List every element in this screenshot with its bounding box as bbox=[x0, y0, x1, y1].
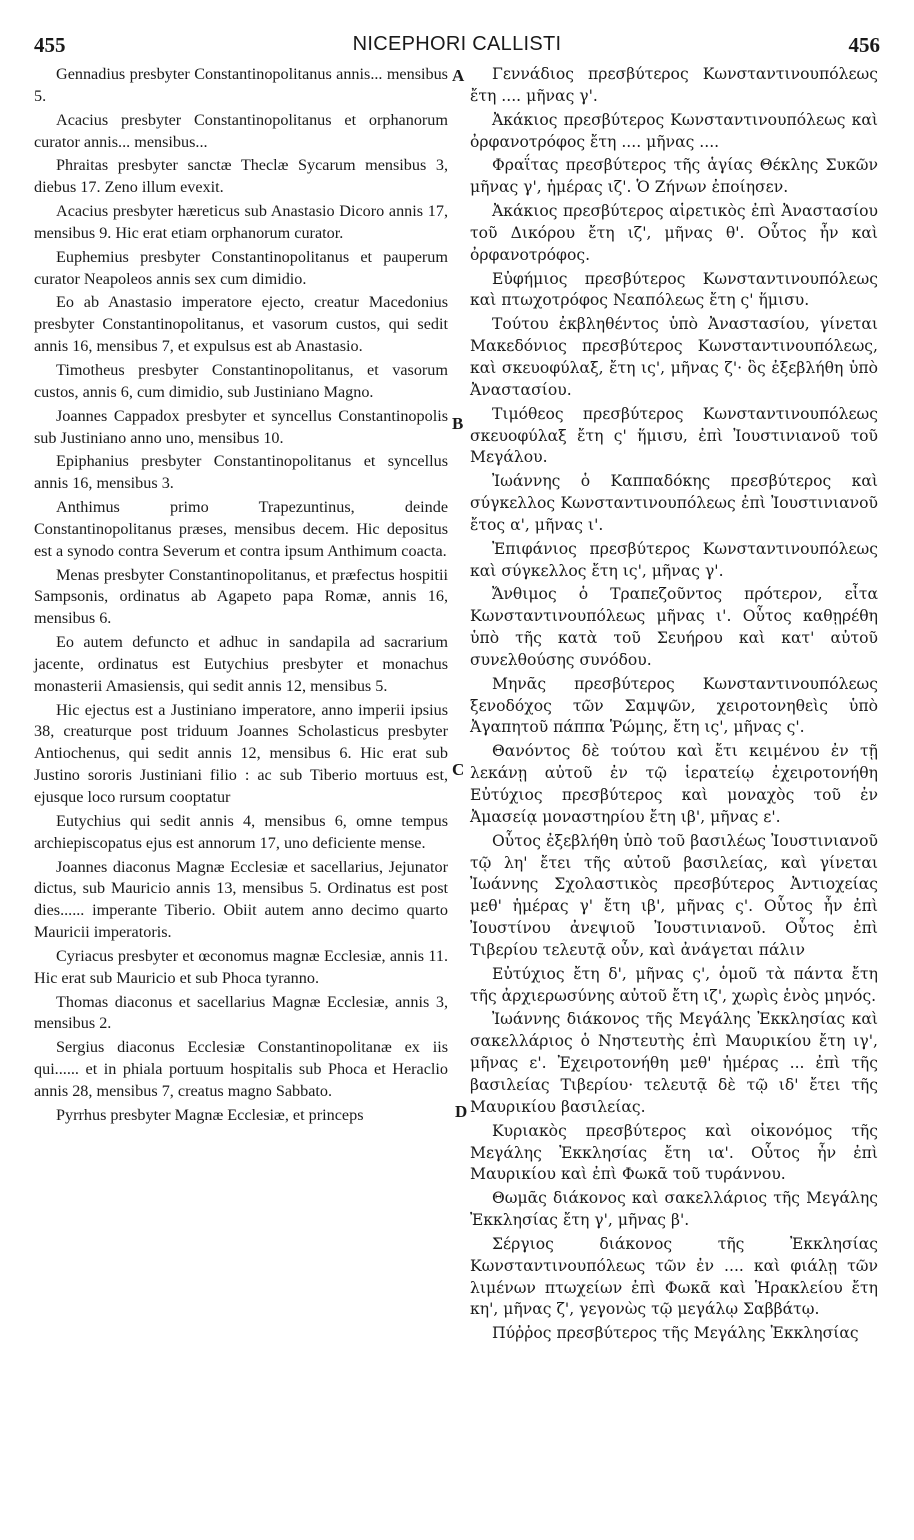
latin-paragraph: Acacius presbyter hæreticus sub Anastasio Dicoro annis 17, mensibus 9. Hic erat etiam orphanorum curator. bbox=[34, 202, 448, 242]
latin-paragraph: Euphemius presbyter Constantinopolitanus et pauperum curator Neapoleos annis sex cum dimidio. bbox=[34, 247, 448, 288]
greek-paragraph: Ἐπιφάνιος πρεσβύτερος Κωνσταντινουπόλεως καὶ σύγκελλος ἔτη ις', μῆνας γ'. bbox=[470, 539, 878, 580]
latin-paragraph: Phraitas presbyter sanctæ Theclæ Sycarum mensibus 3, diebus 17. Zeno illum evexit. bbox=[34, 156, 448, 197]
greek-paragraph: Ἰωάννης διάκονος τῆς Μεγάλης Ἐκκλησίας καὶ σακελλάριος ὁ Νηστευτὴς ἐπὶ Μαυρικίου ἔτη ιγ', μῆνας ε'. Ἐχειροτονήθη μεθ' ἡμέρας ... ἐπὶ τῆς βασιλείας Τιβερίου· τελευτᾷ δὲ τῷ ιδ' ἔτει τῆς Μαυρικίου βασιλείας. bbox=[470, 1010, 878, 1116]
latin-paragraph: Joannes diaconus Magnæ Ecclesiæ et sacellarius, Jejunator dictus, sub Mauricio annis 13, mensibus 5. Ordinatus est post dies...... imperante Tiberio. Obiit autem anno decimo quarto Mauricii imperatoris. bbox=[34, 857, 448, 942]
latin-paragraph: Eutychius qui sedit annis 4, mensibus 6, omne tempus archiepiscopatus ejus est annorum 17, uno deficiente mense. bbox=[34, 811, 448, 852]
page-number-left: 455 bbox=[34, 33, 66, 57]
latin-paragraph: Menas presbyter Constantinopolitanus, et præfectus hospitii Sampsonis, ordinatus ab Agapeto papa Romæ, annis 16, mensibus 6. bbox=[34, 565, 448, 628]
greek-paragraph: Γεννάδιος πρεσβύτερος Κωνσταντινουπόλεως ἔτη .... μῆνας γ'. bbox=[470, 65, 878, 105]
page-header bbox=[0, 33, 914, 61]
greek-paragraph: Εὐτύχιος ἔτη δ', μῆνας ς', ὁμοῦ τὰ πάντα ἔτη τῆς ἀρχιερωσύνης αὐτοῦ ἔτη ιζ', χωρὶς ἑνὸς μηνός. bbox=[470, 964, 878, 1005]
greek-paragraph: Φραΐτας πρεσβύτερος τῆς ἁγίας Θέκλης Συκῶν μῆνας γ', ἡμέρας ιζ'. Ὁ Ζήνων ἐποίησεν. bbox=[470, 156, 878, 197]
greek-paragraph: Κυριακὸς πρεσβύτερος καὶ οἰκονόμος τῆς Μεγάλης Ἐκκλησίας ἔτη ια'. Οὗτος ἦν ἐπὶ Μαυρικίου καὶ ἐπὶ Φωκᾶ τοῦ τυράννου. bbox=[470, 1121, 878, 1184]
latin-paragraph: Thomas diaconus et sacellarius Magnæ Ecclesiæ, annis 3, mensibus 2. bbox=[34, 992, 448, 1033]
latin-paragraph: Sergius diaconus Ecclesiæ Constantinopolitanæ ex iis qui...... et in phiala portuum hospitalis sub Phoca et Heraclio annis 28, mensibus 7, creatus magno Sabbato. bbox=[34, 1038, 448, 1100]
latin-paragraph: Gennadius presbyter Constantinopolitanus annis... mensibus 5. bbox=[34, 65, 448, 105]
running-title: NICEPHORI CALLISTI bbox=[352, 33, 562, 55]
greek-paragraph: Πύῤῥος πρεσβύτερος τῆς Μεγάλης Ἐκκλησίας bbox=[492, 1324, 859, 1343]
page-number-right: 456 bbox=[848, 33, 880, 57]
greek-paragraph: Ἀκάκιος πρεσβύτερος αἱρετικὸς ἐπὶ Ἀναστασίου τοῦ Δικόρου ἔτη ιζ', μῆνας θ'. Οὗτος ἦν καὶ ὀρφανοτρόφος. bbox=[470, 202, 878, 264]
greek-paragraph: Μηνᾶς πρεσβύτερος Κωνσταντινουπόλεως ξενοδόχος τῶν Σαμψῶν, χειροτονηθεὶς ὑπὸ Ἀγαπητοῦ πάππα Ῥώμης, ἔτη ις', μῆνας ς'. bbox=[470, 674, 878, 737]
latin-paragraph: Anthimus primo Trapezuntinus, deinde Constantinopolitanus præses, mensibus decem. Hic depositus est a synodo contra Severum et contra ipsum Anthimum coacta. bbox=[34, 498, 448, 560]
latin-paragraph: Eo ab Anastasio imperatore ejecto, creatur Macedonius presbyter Constantinopolitanus, et vasorum custos, qui sedit annis 16, mensibus 7, et expulsus est ab Anastasio. bbox=[34, 293, 448, 356]
margin-marker-a: A bbox=[452, 66, 465, 85]
latin-paragraph: Pyrrhus presbyter Magnæ Ecclesiæ, et princeps bbox=[56, 1105, 364, 1124]
greek-paragraph: Ἀκάκιος πρεσβύτερος Κωνσταντινουπόλεως καὶ ὀρφανοτρόφος ἔτη .... μῆνας .... bbox=[470, 110, 878, 151]
greek-paragraph: Τιμόθεος πρεσβύτερος Κωνσταντινουπόλεως σκευοφύλαξ ἔτη ς' ἥμισυ, ἐπὶ Ἰουστινιανοῦ τοῦ Μεγάλου. bbox=[470, 404, 878, 467]
greek-column bbox=[470, 64, 878, 1347]
latin-paragraph: Epiphanius presbyter Constantinopolitanus et syncellus annis 16, mensibus 3. bbox=[34, 452, 448, 493]
margin-marker-d: D bbox=[455, 1102, 468, 1121]
latin-column bbox=[34, 64, 448, 1129]
latin-paragraph: Eo autem defuncto et adhuc in sandapila ad sacrarium jacente, ordinatus est Eutychius presbyter et monachus monasterii Amasiensis, qui sedit annis 12, mensibus 5. bbox=[34, 633, 448, 695]
latin-paragraph: Joannes Cappadox presbyter et syncellus Constantinopolis sub Justiniano anno uno, mensibus 10. bbox=[34, 406, 448, 447]
greek-paragraph: Ἄνθιμος ὁ Τραπεζοῦντος πρότερον, εἶτα Κωνσταντινουπόλεως μῆνας ι'. Οὗτος καθῃρέθη ὑπὸ τῆς κατὰ τοῦ Σευήρου καὶ κατ' αὐτοῦ συνελθούσης συνόδου. bbox=[470, 585, 878, 669]
greek-paragraph: Εὐφήμιος πρεσβύτερος Κωνσταντινουπόλεως καὶ πτωχοτρόφος Νεαπόλεως ἔτη ς' ἥμισυ. bbox=[470, 269, 878, 310]
latin-paragraph: Timotheus presbyter Constantinopolitanus, et vasorum custos, annis 6, cum dimidio, sub Justiniano Magno. bbox=[34, 360, 448, 401]
greek-paragraph: Θωμᾶς διάκονος καὶ σακελλάριος τῆς Μεγάλης Ἐκκλησίας ἔτη γ', μῆνας β'. bbox=[470, 1189, 878, 1230]
margin-marker-b: B bbox=[452, 414, 464, 433]
greek-paragraph: Οὗτος ἐξεβλήθη ὑπὸ τοῦ βασιλέως Ἰουστινιανοῦ τῷ λη' ἔτει τῆς αὐτοῦ βασιλείας, καὶ γίνεται Ἰωάννης Σχολαστικὸς πρεσβύτερος Ἀντιοχείας μεθ' ἡμέρας γ' ἔτη ιβ', μῆνας ς'. Οὗτος ἦν ἐπὶ Ἰουστίνου ἀνεψιοῦ Ἰουστινιανοῦ. Οὗτος ἐπὶ Τιβερίου τελευτᾷ οὖν, καὶ ἀνάγεται πάλιν bbox=[470, 831, 878, 959]
greek-paragraph: Σέργιος διάκονος τῆς Ἐκκλησίας Κωνσταντινουπόλεως τῶν ἐν .... καὶ φιάλῃ τῶν λιμένων πτωχείων ἐπὶ Φωκᾶ καὶ Ἡρακλείου ἔτη κη', μῆνας ζ', γεγονὼς τῷ μεγάλῳ Σαββάτῳ. bbox=[470, 1234, 878, 1319]
greek-paragraph: Θανόντος δὲ τούτου καὶ ἔτι κειμένου ἐν τῇ λεκάνῃ αὐτοῦ ἐν τῷ ἱερατείῳ ἐχειροτονήθη Εὐτύχιος πρεσβύτερος καὶ μοναχὸς τοῦ ἐν Ἀμασείᾳ μοναστηρίου ἔτη ιβ', μῆνας ε'. bbox=[470, 742, 878, 826]
greek-paragraph: Ἰωάννης ὁ Καππαδόκης πρεσβύτερος καὶ σύγκελλος Κωνσταντινουπόλεως ἐπὶ Ἰουστινιανοῦ ἔτος α', μῆνας ι'. bbox=[470, 472, 878, 534]
greek-paragraph: Τούτου ἐκβληθέντος ὑπὸ Ἀναστασίου, γίνεται Μακεδόνιος πρεσβύτερος Κωνσταντινουπόλεως, καὶ σκευοφύλαξ, ἔτη ις', μῆνας ζ'· ὃς ἐξεβλήθη ὑπὸ Ἀναστασίου. bbox=[470, 315, 878, 399]
latin-paragraph: Hic ejectus est a Justiniano imperatore, anno imperii ipsius 38, creaturque post triduum Joannes Scholasticus presbyter Antiochenus, qui sedit annis 12, mensibus 6. Hic erat sub Justino sororis Justiniani filio : ac sub Tiberio mortuus est, ejusque loco rursum cooptatur bbox=[34, 700, 448, 806]
latin-paragraph: Acacius presbyter Constantinopolitanus et orphanorum curator annis... mensibus... bbox=[34, 110, 448, 151]
margin-marker-c: C bbox=[452, 760, 465, 779]
latin-paragraph: Cyriacus presbyter et œconomus magnæ Ecclesiæ, annis 11. Hic erat sub Mauricio et sub Phoca tyranno. bbox=[34, 946, 448, 987]
